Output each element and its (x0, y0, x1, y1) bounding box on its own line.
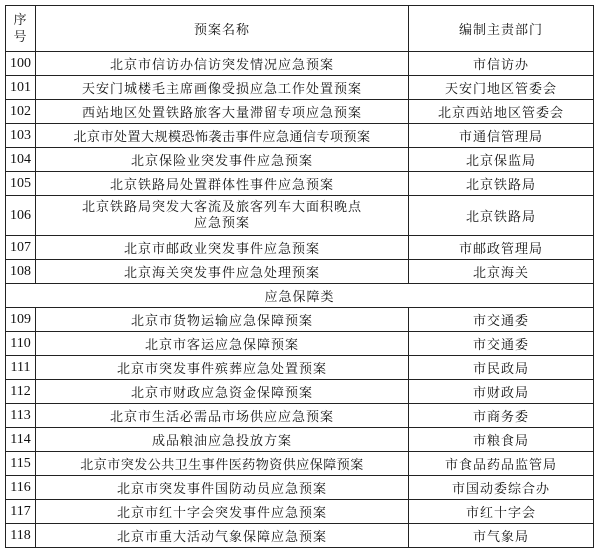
row-number: 100 (6, 52, 36, 76)
department: 北京西站地区管委会 (409, 100, 594, 124)
department: 市交通委 (409, 332, 594, 356)
department: 市信访办 (409, 52, 594, 76)
plan-name: 北京市生活必需品市场供应应急预案 (36, 404, 409, 428)
plan-table (5, 5, 594, 548)
section-title: 应急保障类 (6, 284, 594, 308)
section-row (6, 284, 594, 308)
table-row (6, 524, 594, 548)
table-row (6, 452, 594, 476)
row-number: 109 (6, 308, 36, 332)
department: 市红十字会 (409, 500, 594, 524)
row-number: 103 (6, 124, 36, 148)
department: 北京保监局 (409, 148, 594, 172)
plan-name: 北京市突发公共卫生事件医药物资供应保障预案 (36, 452, 409, 476)
table-row (6, 196, 594, 236)
department: 北京铁路局 (409, 196, 594, 236)
table-row (6, 148, 594, 172)
table-row (6, 428, 594, 452)
row-number: 115 (6, 452, 36, 476)
plan-name: 西站地区处置铁路旅客大量滞留专项应急预案 (36, 100, 409, 124)
header-seq: 序 号 (6, 6, 36, 52)
row-number: 117 (6, 500, 36, 524)
department: 市通信管理局 (409, 124, 594, 148)
department: 北京铁路局 (409, 172, 594, 196)
plan-name: 北京市突发事件殡葬应急处置预案 (36, 356, 409, 380)
table-row (6, 124, 594, 148)
row-number: 114 (6, 428, 36, 452)
department: 市财政局 (409, 380, 594, 404)
row-number: 118 (6, 524, 36, 548)
row-number: 107 (6, 236, 36, 260)
plan-name: 北京铁路局处置群体性事件应急预案 (36, 172, 409, 196)
plan-name: 成品粮油应急投放方案 (36, 428, 409, 452)
row-number: 106 (6, 196, 36, 236)
plan-name: 北京市邮政业突发事件应急预案 (36, 236, 409, 260)
table-row (6, 52, 594, 76)
header-name: 预案名称 (36, 6, 409, 52)
table-row (6, 500, 594, 524)
plan-name: 天安门城楼毛主席画像受损应急工作处置预案 (36, 76, 409, 100)
row-number: 113 (6, 404, 36, 428)
department: 市国动委综合办 (409, 476, 594, 500)
row-number: 104 (6, 148, 36, 172)
department: 市食品药品监管局 (409, 452, 594, 476)
plan-name: 北京市货物运输应急保障预案 (36, 308, 409, 332)
table-row (6, 404, 594, 428)
table-row (6, 76, 594, 100)
department: 市交通委 (409, 308, 594, 332)
plan-name: 北京市客运应急保障预案 (36, 332, 409, 356)
row-number: 108 (6, 260, 36, 284)
department: 市民政局 (409, 356, 594, 380)
plan-name: 北京海关突发事件应急处理预案 (36, 260, 409, 284)
department: 市邮政管理局 (409, 236, 594, 260)
table-row (6, 332, 594, 356)
plan-name: 北京铁路局突发大客流及旅客列车大面积晚点应急预案 (36, 196, 409, 236)
row-number: 110 (6, 332, 36, 356)
department: 市商务委 (409, 404, 594, 428)
table-row (6, 236, 594, 260)
plan-name: 北京市红十字会突发事件应急预案 (36, 500, 409, 524)
table-row (6, 476, 594, 500)
row-number: 116 (6, 476, 36, 500)
table-header-row (6, 6, 594, 52)
department: 天安门地区管委会 (409, 76, 594, 100)
table-row (6, 356, 594, 380)
row-number: 112 (6, 380, 36, 404)
table-row (6, 380, 594, 404)
department: 市粮食局 (409, 428, 594, 452)
table-row (6, 100, 594, 124)
plan-name: 北京市信访办信访突发情况应急预案 (36, 52, 409, 76)
header-dept: 编制主责部门 (409, 6, 594, 52)
table-row (6, 260, 594, 284)
department: 市气象局 (409, 524, 594, 548)
row-number: 111 (6, 356, 36, 380)
row-number: 105 (6, 172, 36, 196)
plan-name: 北京市财政应急资金保障预案 (36, 380, 409, 404)
plan-name: 北京市处置大规模恐怖袭击事件应急通信专项预案 (36, 124, 409, 148)
plan-name: 北京市重大活动气象保障应急预案 (36, 524, 409, 548)
plan-name: 北京市突发事件国防动员应急预案 (36, 476, 409, 500)
row-number: 102 (6, 100, 36, 124)
department: 北京海关 (409, 260, 594, 284)
table-row (6, 308, 594, 332)
table-row (6, 172, 594, 196)
row-number: 101 (6, 76, 36, 100)
plan-name: 北京保险业突发事件应急预案 (36, 148, 409, 172)
